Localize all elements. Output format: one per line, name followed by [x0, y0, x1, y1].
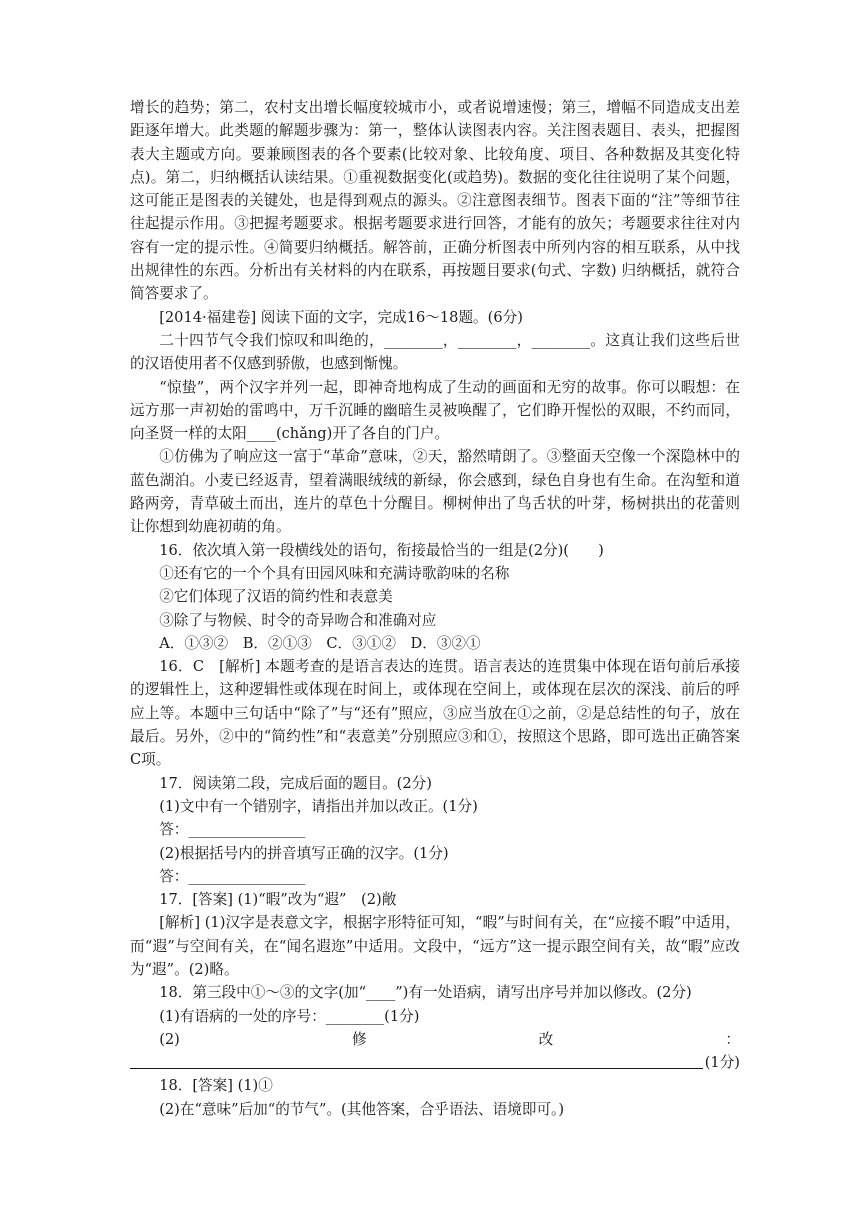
answer-line-1: 答：________________ [159, 821, 306, 839]
question-16-option-1: ①还有它的一个个具有田园风味和充满诗歌韵味的名称 [159, 564, 510, 582]
q18-part2-xiu: 修 [351, 1030, 367, 1048]
answer-17: 17．[答案] (1)“暇”改为“遐” (2)敞 [159, 891, 397, 909]
answer-18-part-2: (2)在“意味”后加“的节气”。(其他答案，合乎语法、语境即可。) [159, 1100, 565, 1118]
q18-part2-label: (2) [159, 1030, 180, 1048]
answer-17-explanation: [解析] (1)汉字是表意文字，根据字形特征可知，“暇”与时间有关，在“应接不暇”中适用，而“遐”与空间有关，在“闻名遐迩”中适用。文段中，“远方”这一提示跟空间有关，故“暇”应改为“遐”。(2)略。 [130, 914, 740, 978]
question-17: 17．阅读第二段，完成后面的题目。(2分) [159, 774, 432, 792]
passage-paragraph-1: 二十四节气令我们惊叹和叫绝的，________，________，________。这真让我们这些后世的汉语使用者不仅感到骄傲，也感到惭愧。 [130, 331, 740, 373]
question-18-answer-line [130, 1051, 740, 1074]
question-17-part-2: (2)根据括号内的拼音填写正确的汉字。(1分) [159, 844, 449, 862]
question-16: 16．依次填入第一段横线处的语句，衔接最恰当的一组是(2分)( ) [159, 541, 604, 559]
source-line: [2014·福建卷] 阅读下面的文字，完成16～18题。(6分) [159, 308, 523, 326]
q18-part2-score: (1分) [704, 1054, 740, 1072]
question-16-choices: A．①③② B．②①③ C．③①② D．③②① [159, 634, 481, 652]
passage-paragraph-2: “惊蛰”，两个汉字并列一起，即神奇地构成了生动的画面和无穷的故事。你可以暇想：在远方那一声初始的雷鸣中，万千沉睡的幽暗生灵被唤醒了，它们睁开惺忪的双眼，不约而同，向圣贤一样的太阳____(chǎng)开了各自的门户。 [130, 378, 740, 443]
passage-paragraph-3: ①仿佛为了响应这一富于“革命”意味，②天，豁然晴朗了。③整面天空像一个深隐林中的蓝色湖泊。小麦已经返青，望着满眼绒绒的新绿，你会感到，绿色自身也有生命。在沟堑和道路两旁，青草破土而出，连片的草色十分醒目。柳树伸出了鸟舌状的叶芽，杨树拱出的花蕾则让你想到幼鹿初萌的角。 [130, 448, 740, 536]
question-18-part-2 [130, 1028, 740, 1051]
question-18: 18．第三段中①～③的文字(加“____”)有一处语病，请写出序号并加以修改。(2分) [159, 984, 692, 1002]
answer-16: 16．C [解析] 本题考查的是语言表达的连贯。语言表达的连贯集中体现在语句前后承接的逻辑性上，这种逻辑性或体现在时间上，或体现在空间上，或体现在层次的深浅、前后的呼应上等。本题中三句话中“除了”与“还有”照应，③应当放在①之前，②是总结性的句子，放在最后。另外，②中的“简约性”和“表意美”分别照应③和①，按照这个思路，即可选出正确答案C项。 [130, 658, 740, 769]
question-17-part-1: (1)文中有一个错别字，请指出并加以改正。(1分) [159, 797, 478, 815]
answer-line-2: 答：________________ [159, 867, 306, 885]
question-16-option-2: ②它们体现了汉语的简约性和表意美 [159, 588, 393, 606]
q18-part2-gai: 改 [538, 1030, 554, 1048]
q18-part2-colon: ： [725, 1030, 740, 1048]
answer-rule [130, 1068, 703, 1069]
question-16-option-3: ③除了与物候、时令的奇异吻合和准确对应 [159, 611, 437, 629]
paragraph-intro: 增长的趋势；第二，农村支出增长幅度较城市小，或者说增速慢；第三，增幅不同造成支出差距逐年增大。此类题的解题步骤为：第一，整体认读图表内容。关注图表题目、表头，把握图表大主题或方向。要兼顾图表的各个要素(比较对象、比较角度、项目、各种数据及其变化特点)。第二，归纳概括认读结果。①重视数据变化(或趋势)。数据的变化往往说明了某个问题，这可能正是图表的关键处，也是得到观点的源头。②注意图表细节。图表下面的“注”等细节往往起提示作用。③把握考题要求。根据考题要求进行回答，才能有的放矢；考题要求往往对内容有一定的提示性。④简要归纳概括。解答前，正确分析图表中所列内容的相互联系，从中找出规律性的东西。分析出有关材料的内在联系，再按题目要求(句式、字数) 归纳概括，就符合简答要求了。 [130, 99, 740, 303]
answer-18: 18．[答案] (1)① [159, 1077, 273, 1095]
question-18-part-1: (1)有语病的一处的序号：________(1分) [159, 1007, 420, 1025]
